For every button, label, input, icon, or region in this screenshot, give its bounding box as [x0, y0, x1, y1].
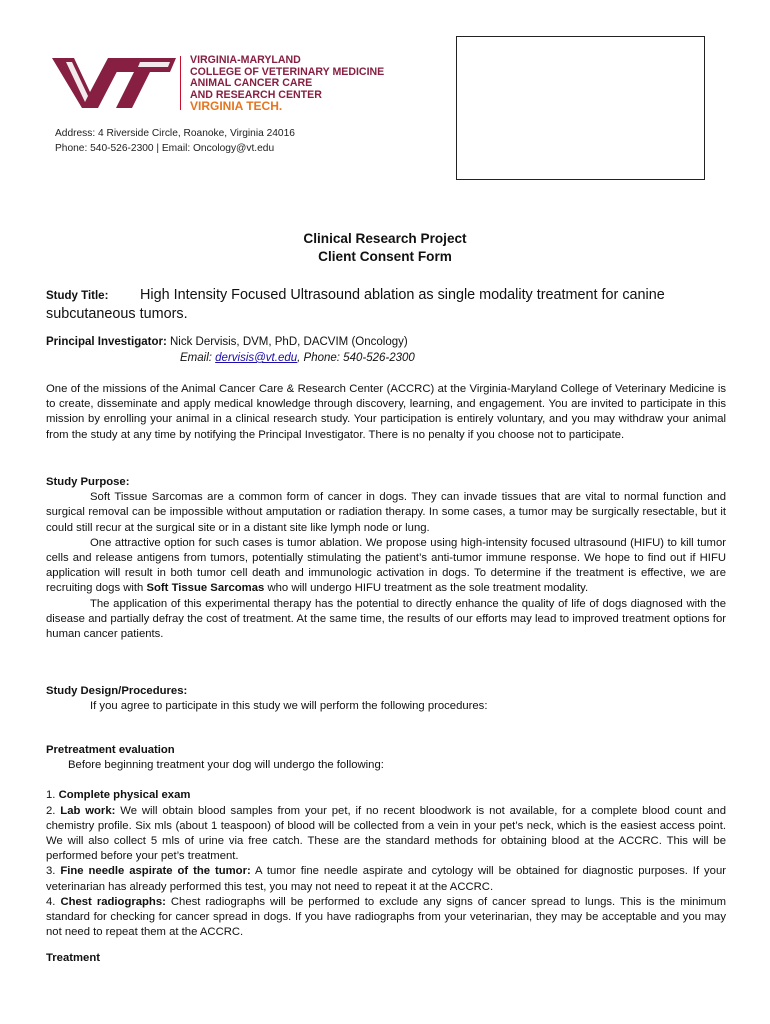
treatment-heading: Treatment — [46, 952, 100, 964]
org-name — [190, 55, 384, 113]
title-line-1: Clinical Research Project — [303, 231, 467, 246]
study-title-text: High Intensity Focused Ultrasound ablation as single modality treatment for canine subcutaneous tumors. — [46, 287, 665, 322]
org-line: VIRGINIA TECH. — [190, 99, 283, 113]
study-design-section — [46, 684, 726, 714]
purpose-paragraph-3: The application of this experimental therapy has the potential to directly enhance the quality of life of dogs diagnosed with the disease and partially defray the cost of treatment. At the same time, the results of our efforts may lead to improved treatment options for human cancer patients. — [46, 597, 726, 641]
list-item: 2. Lab work: We will obtain blood samples from your pet, if no recent bloodwork is not available, for a complete blood count and chemistry profile. Six mls (about 1 teaspoon) of blood will be collected from a vein in your pet’s neck, which is the easiest access point. We will also collect 5 mls of urine via free catch. These are the standard methods for obtaining blood at the ACCRC. This will be performed before your pet’s treatment. — [46, 804, 726, 863]
intro-text: One of the missions of the Animal Cancer Care & Research Center (ACCRC) at the Virginia-Maryland College of Veterinary Medicine is to create, disseminate and apply medical knowledge through discovery, learning, and engagement. You are invited to participate in this mission by enrolling your animal in a clinical research study. Your participation is entirely voluntary, and you may withdraw your animal from the study at any time by notifying the Principal Investigator. There is no penalty if you choose not to participate. — [46, 383, 726, 441]
pi-contact — [46, 350, 415, 366]
pi-phone: , Phone: 540-526-2300 — [297, 352, 415, 364]
principal-investigator — [46, 334, 415, 366]
item-label: Lab work: — [60, 804, 116, 817]
org-line: ANIMAL CANCER CARE — [190, 77, 313, 89]
org-line: VIRGINIA-MARYLAND — [190, 54, 301, 66]
title-line-2: Client Consent Form — [318, 249, 452, 264]
org-line: COLLEGE OF VETERINARY MEDICINE — [190, 65, 385, 78]
study-design-text: If you agree to participate in this study we will perform the following procedures: — [90, 700, 488, 713]
purpose-paragraph-1: Soft Tissue Sarcomas are a common form of cancer in dogs. They can invade tissues that are vital to normal function and surgical removal can be impossible without amputation or radiation therapy. In some cases, a tumor may be surgically resectable, but it could still recur at the surgical site or in a distant site like lymph node or lung. — [46, 491, 726, 534]
pretreatment-heading: Pretreatment evaluation — [46, 744, 175, 756]
list-item: 4. Chest radiographs: Chest radiographs will be performed to exclude any signs of cancer spread to lungs. This is the minimum standard for checking for cancer spread in dogs. If you have radiographs from your veterinarian, they may be acceptable and you may not need to repeat them at the ACCRC. — [46, 895, 727, 939]
item-label: Complete physical exam — [58, 789, 191, 802]
address: Address: 4 Riverside Circle, Roanoke, Virginia 24016 — [55, 128, 295, 139]
study-design-heading: Study Design/Procedures: — [46, 685, 188, 697]
intro-paragraph — [46, 382, 726, 443]
purpose-paragraph-2 — [46, 536, 726, 597]
study-purpose-heading: Study Purpose: — [46, 476, 130, 488]
pi-email-link[interactable]: dervisis@vt.edu — [215, 352, 298, 364]
pretreatment-section — [46, 743, 726, 940]
study-title — [46, 286, 726, 323]
pretreatment-intro: Before beginning treatment your dog will undergo the following: — [68, 759, 384, 772]
item-label: Fine needle aspirate of the tumor: — [60, 865, 251, 878]
pi-label: Principal Investigator: — [46, 336, 167, 348]
study-purpose-section — [46, 475, 726, 642]
purpose-p2-bold: Soft Tissue Sarcomas — [146, 582, 265, 595]
empty-box — [456, 36, 705, 180]
study-title-label: Study Title: — [46, 290, 109, 302]
org-line: AND RESEARCH CENTER — [190, 88, 322, 101]
pi-name: Nick Dervisis, DVM, PhD, DACVIM (Oncology) — [169, 336, 408, 348]
purpose-p2-text: One attractive option for such cases is tumor ablation. We propose using high-intensity focused ultrasound (HIFU) to kill tumor cells and release antigens from tumors, potentially stimulating the patient’s anti-tumor immune response. We hope to find out if HIFU application will result in both tumor cell death and immunologic activation in dogs. To determine if the treatment is effective, we are recruiting dogs with — [46, 536, 726, 595]
page-title — [0, 230, 770, 266]
item-label: Chest radiographs: — [60, 895, 166, 908]
treatment-section — [46, 951, 726, 966]
list-item: 1. Complete physical exam — [46, 789, 191, 802]
list-item: 3. Fine needle aspirate of the tumor: A tumor fine needle aspirate and cytology will be obtained for diagnostic purposes. If your veterinarian has already performed this test, you may not need to repeat it at the ACCRC. — [46, 865, 726, 893]
logo-divider — [180, 56, 181, 110]
vt-logo — [52, 52, 177, 114]
email-prefix: Email: — [180, 352, 216, 364]
phone-email: Phone: 540-526-2300 | Email: Oncology@vt.edu — [55, 143, 275, 154]
purpose-p2-end: who will undergo HIFU treatment as the sole treatment modality. — [264, 582, 589, 595]
contact-block — [55, 126, 295, 156]
